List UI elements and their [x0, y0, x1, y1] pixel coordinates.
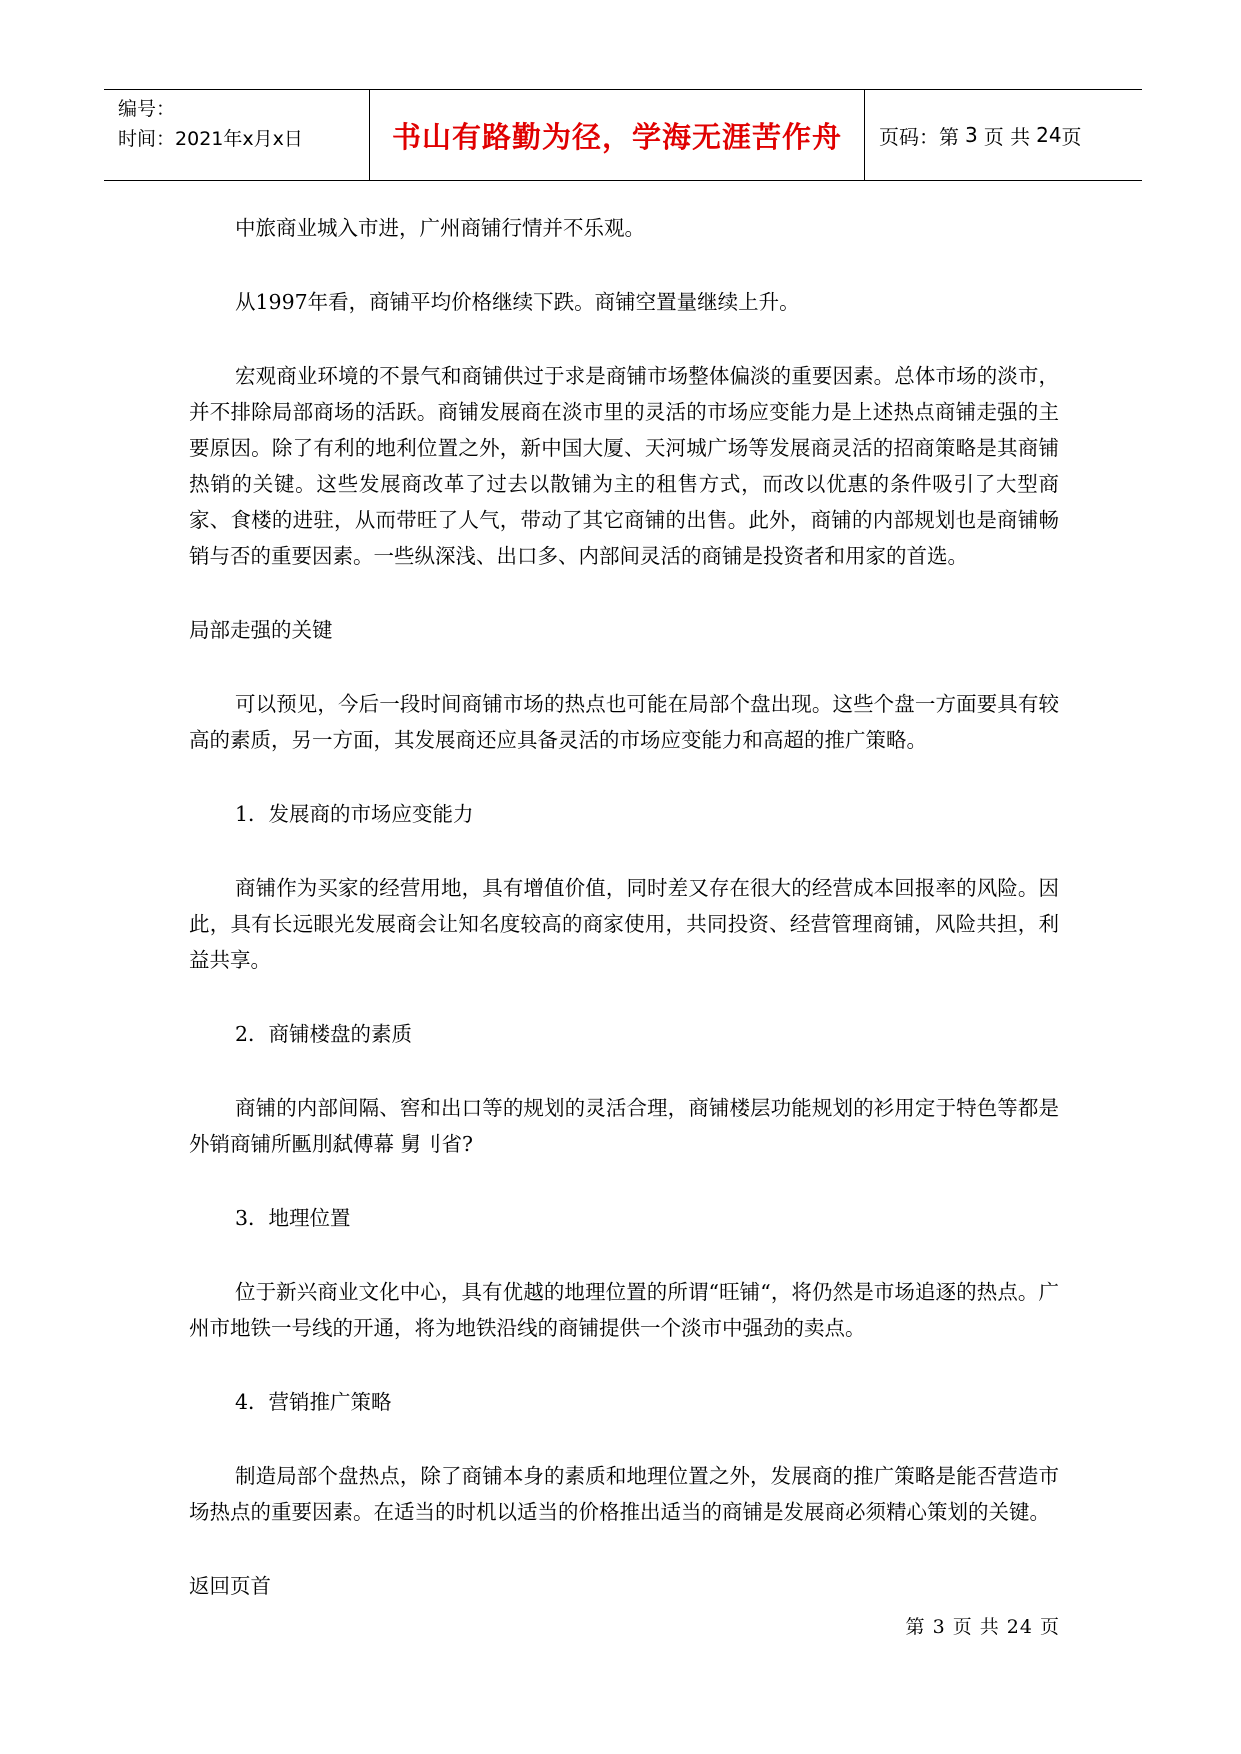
paragraph: 4．营销推广策略 — [235, 1390, 392, 1414]
paragraph: 3．地理位置 — [235, 1206, 351, 1230]
time-value: 2021年x月x日 — [175, 128, 303, 150]
page-mid: 页 共 — [983, 124, 1031, 149]
paragraph: 宏观商业环境的不景气和商铺供过于求是商铺市场整体偏淡的重要因素。总体市场的淡市，并不排除局部商场的活跃。商铺发展商在淡市里的灵活的市场应变能力是上述热点商铺走强的主要原因。除了有利的地利位置之外，新中国大厦、天河城广场等发展商灵活的招商策略是其商铺热销的关键。这些发展商改革了过去以散铺为主的租售方式，而改以优惠的条件吸引了大型商家、食楼的进驻，从而带旺了人气，带动了其它商铺的出售。此外，商铺的内部规划也是商铺畅销与否的重要因素。一些纵深浅、出口多、内部间灵活的商铺是投资者和用家的首选。 — [189, 364, 1059, 568]
page-footer: 第 3 页 共 24 页 — [905, 1616, 1060, 1638]
number-label: 编号： — [118, 98, 176, 120]
paragraph: 可以预见，今后一段时间商铺市场的热点也可能在局部个盘出现。这些个盘一方面要具有较高的素质，另一方面，其发展商还应具备灵活的市场应变能力和高超的推广策略。 — [189, 692, 1059, 752]
paragraph: 中旅商业城入市进，广州商铺行情并不乐观。 — [235, 216, 645, 240]
paragraph: 商铺作为买家的经营用地，具有增值价值，同时差又存在很大的经营成本回报率的风险。因此，具有长远眼光发展商会让知名度较高的商家使用，共同投资、经营管理商铺，风险共担，利益共享。 — [189, 876, 1059, 972]
page-header — [104, 89, 1142, 181]
document-body — [189, 210, 1059, 1642]
paragraph: 位于新兴商业文化中心，具有优越的地理位置的所谓“旺铺“，将仍然是市场追逐的热点。广州市地铁一号线的开通，将为地铁沿线的商铺提供一个淡市中强劲的卖点。 — [189, 1280, 1059, 1340]
page-current: 3 — [965, 123, 978, 147]
page-label: 页码：第 — [879, 124, 959, 149]
page-total: 24 — [1036, 123, 1062, 147]
header-meta — [104, 90, 370, 180]
time-line — [118, 124, 369, 154]
page-suffix: 页 — [1061, 124, 1082, 149]
paragraph: 制造局部个盘热点，除了商铺本身的素质和地理位置之外，发展商的推广策略是能否营造市场热点的重要因素。在适当的时机以适当的价格推出适当的商铺是发展商必须精心策划的关键。 — [189, 1464, 1059, 1524]
header-motto: 书山有路勤为径，学海无涯苦作舟 — [370, 90, 865, 180]
paragraph: 局部走强的关键 — [189, 618, 333, 642]
paragraph: 商铺的内部间隔、窖和出口等的规划的灵活合理，商铺楼层功能规划的衫用定于特色等都是外销商铺所匭刖弑傅幕 舅刂省? — [189, 1096, 1059, 1156]
time-label: 时间： — [118, 128, 176, 150]
paragraph: 从1997年看，商铺平均价格继续下跌。商铺空置量继续上升。 — [235, 290, 800, 314]
paragraph: 1．发展商的市场应变能力 — [235, 802, 474, 826]
paragraph: 2．商铺楼盘的素质 — [235, 1022, 413, 1046]
header-page-number — [865, 90, 1142, 180]
paragraph[interactable]: 返回页首 — [189, 1574, 271, 1598]
